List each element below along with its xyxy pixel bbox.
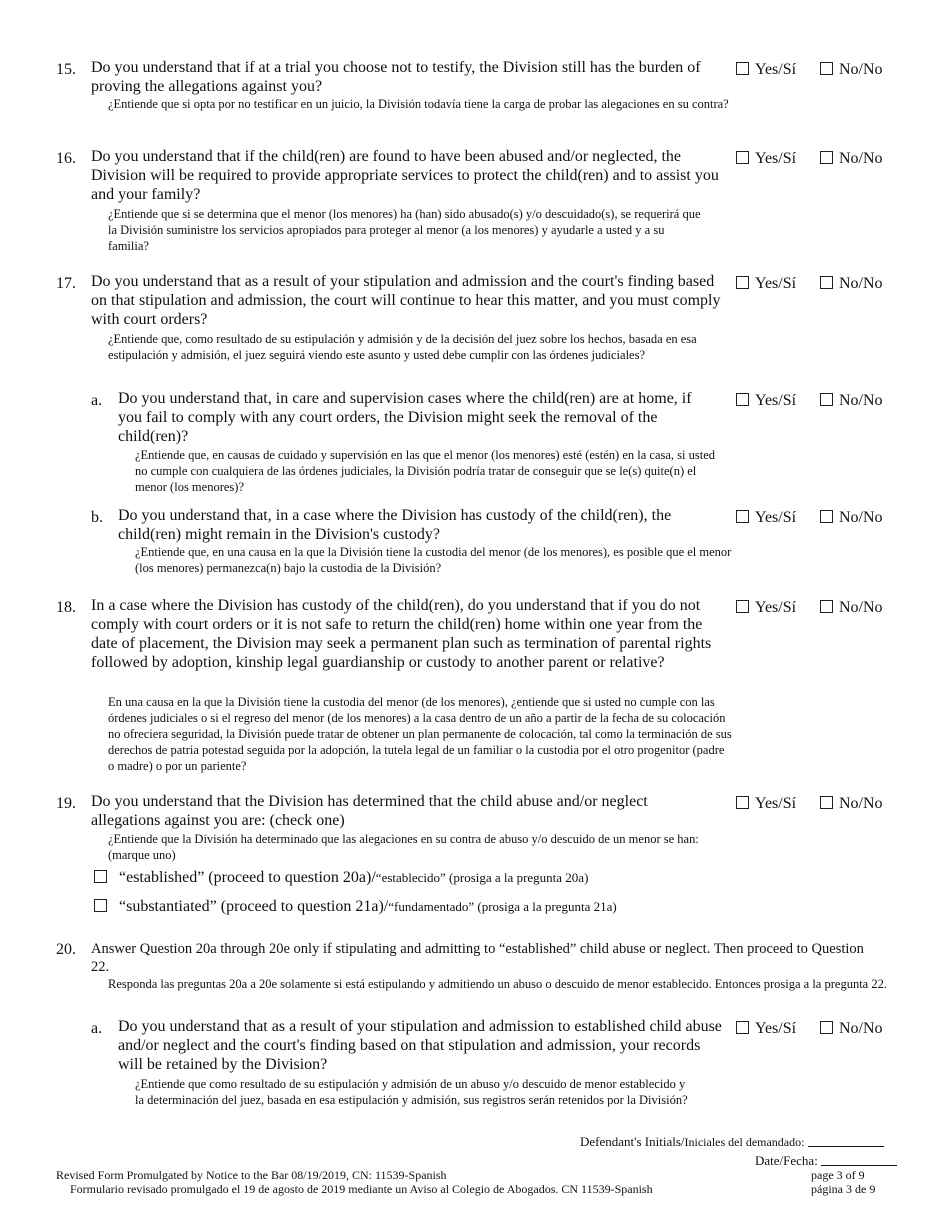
- question-19-spanish: ¿Entiende que la División ha determinado que las alegaciones en su contra de abuso y/o descuido de un menor se han: (marque uno): [108, 832, 699, 862]
- question-17a-yes[interactable]: Yes/Sí: [736, 392, 796, 409]
- question-17b-spanish: ¿Entiende que, en una causa en la que la División tiene la custodia del menor (de los menores), es posible que el menor (los menores) permanezca(n) bajo la custodia de la División?: [135, 545, 732, 575]
- question-17-text: Do you understand that as a result of your stipulation and admission and the court's finding based on that stipulation and admission, the court will continue to hear this matter, and you must comply with court orders?: [91, 273, 721, 328]
- question-17b-answer: [736, 508, 883, 527]
- question-20a-letter: a.: [91, 1020, 103, 1037]
- footer-line-1: Revised Form Promulgated by Notice to the Bar 08/19/2019, CN: 11539-Spanish: [56, 1168, 447, 1182]
- question-19-answer: [736, 794, 883, 813]
- question-20a-spanish: ¿Entiende que como resultado de su estipulación y admisión de un abuso y/o descuido de menor establecido y la determinación del juez, basada en esa estipulación y admisión, sus registros serán retenidos por la División?: [135, 1077, 688, 1107]
- question-18-number: 18.: [56, 599, 76, 616]
- checkbox-icon[interactable]: [820, 600, 833, 613]
- initials-line[interactable]: [808, 1135, 884, 1147]
- date-line[interactable]: [821, 1154, 897, 1166]
- question-19-yes[interactable]: Yes/Sí: [736, 795, 796, 812]
- question-16-number: 16.: [56, 150, 76, 167]
- question-16-yes[interactable]: Yes/Sí: [736, 150, 796, 167]
- checkbox-icon[interactable]: [736, 151, 749, 164]
- question-15-no[interactable]: No/No: [820, 60, 883, 79]
- question-20-number: 20.: [56, 941, 76, 958]
- question-20a-yes[interactable]: Yes/Sí: [736, 1020, 796, 1037]
- question-17-no[interactable]: No/No: [820, 274, 883, 293]
- question-15-number: 15.: [56, 61, 76, 78]
- question-20-text: Answer Question 20a through 20e only if stipulating and admitting to “established” child abuse or neglect. Then proceed to Question 22.: [91, 941, 864, 975]
- option-established[interactable]: “established” (proceed to question 20a)/“establecido” (prosiga a la pregunta 20a): [94, 868, 588, 887]
- question-15-text: Do you understand that if at a trial you choose not to testify, the Division still has the burden of proving the allegations against you?: [91, 59, 701, 95]
- question-20a-text: Do you understand that as a result of your stipulation and admission to established child abuse and/or neglect and the court's finding based on that stipulation and admission, your records will be retained by the Division?: [118, 1018, 722, 1073]
- question-19-text: Do you understand that the Division has determined that the child abuse and/or neglect allegations against you are: (check one): [91, 793, 648, 829]
- question-17a-letter: a.: [91, 392, 103, 409]
- question-17a-text: Do you understand that, in care and supervision cases where the child(ren) are at home, if you fail to comply with any court orders, the Division might seek the removal of the child(ren)?: [118, 390, 692, 445]
- question-18-text: In a case where the Division has custody of the child(ren), do you understand that if you do not comply with court orders or it is not safe to return the child(ren) home within one year from the date of placement, the Division may seek a permanent plan such as termination of parental rights followed by adoption, kinship legal guardianship or custody to another parent or relative?: [91, 597, 712, 671]
- question-16-no[interactable]: No/No: [820, 149, 883, 168]
- question-18-no[interactable]: No/No: [820, 598, 883, 617]
- question-15-answer: [736, 60, 883, 79]
- checkbox-icon[interactable]: [736, 276, 749, 289]
- page-number-es: página 3 de 9: [811, 1182, 876, 1196]
- checkbox-icon[interactable]: [94, 899, 107, 912]
- checkbox-icon[interactable]: [736, 796, 749, 809]
- footer-line-2: Formulario revisado promulgado el 19 de agosto de 2019 mediante un Aviso al Colegio de Abogados. CN 11539-Spanish: [70, 1182, 653, 1196]
- question-17b-text: Do you understand that, in a case where the Division has custody of the child(ren), the child(ren) might remain in the Division's custody?: [118, 507, 672, 543]
- checkbox-icon[interactable]: [820, 276, 833, 289]
- question-17b-no[interactable]: No/No: [820, 508, 883, 527]
- question-16-spanish: ¿Entiende que si se determina que el menor (los menores) ha (han) sido abusado(s) y/o descuidado(s), se requerirá que la División suministre los servicios apropiados para proteger al menor (a los menores) y ayudarle a usted y a su familia?: [108, 207, 701, 253]
- question-17-number: 17.: [56, 275, 76, 292]
- question-17-yes[interactable]: Yes/Sí: [736, 275, 796, 292]
- question-20-spanish: Responda las preguntas 20a a 20e solamente si está estipulando y admitiendo un abuso o descuido de menor establecido. Entonces prosiga a la pregunta 22.: [108, 977, 887, 991]
- question-18-yes[interactable]: Yes/Sí: [736, 599, 796, 616]
- page-number-en: page 3 of 9: [811, 1168, 865, 1182]
- question-16-answer: [736, 149, 883, 168]
- checkbox-icon[interactable]: [736, 600, 749, 613]
- question-17a-no[interactable]: No/No: [820, 391, 883, 410]
- defendant-initials: Defendant's Initials/Iniciales del demandado:: [580, 1134, 884, 1150]
- checkbox-icon[interactable]: [736, 62, 749, 75]
- checkbox-icon[interactable]: [820, 510, 833, 523]
- checkbox-icon[interactable]: [736, 393, 749, 406]
- checkbox-icon[interactable]: [820, 796, 833, 809]
- checkbox-icon[interactable]: [820, 1021, 833, 1034]
- question-18-answer: [736, 598, 883, 617]
- question-18-spanish: En una causa en la que la División tiene la custodia del menor (de los menores), ¿entiende que si usted no cumple con las órdenes judiciales o si el regreso del menor (de los menores) a la casa dentro de un año a partir de la fecha de su colocación no ofreciera seguridad, la División puede tratar de obtener un plan permanente de colocación, tal como la terminación de sus derechos de patria potestad seguida por la adopción, la tutela legal de un familiar o la custodia por el otro progenitor (padre o madre) o por un pariente?: [108, 695, 732, 773]
- question-19-number: 19.: [56, 795, 76, 812]
- question-19-no[interactable]: No/No: [820, 794, 883, 813]
- question-20a-answer: [736, 1019, 883, 1038]
- checkbox-icon[interactable]: [820, 62, 833, 75]
- checkbox-icon[interactable]: [94, 870, 107, 883]
- question-17-answer: [736, 274, 883, 293]
- question-17a-spanish: ¿Entiende que, en causas de cuidado y supervisión en las que el menor (los menores) esté (estén) en la casa, si usted no cumple con cualquiera de las órdenes judiciales, la División podría tratar de conseguir que se le(s) quite(n) el menor (los menores)?: [135, 448, 716, 494]
- date-field: Date/Fecha:: [755, 1153, 897, 1168]
- question-15-spanish: ¿Entiende que si opta por no testificar en un juicio, la División todavía tiene la carga de probar las alegaciones en su contra?: [108, 97, 729, 111]
- checkbox-icon[interactable]: [736, 1021, 749, 1034]
- checkbox-icon[interactable]: [820, 393, 833, 406]
- checkbox-icon[interactable]: [736, 510, 749, 523]
- checkbox-icon[interactable]: [820, 151, 833, 164]
- option-substantiated[interactable]: “substantiated” (proceed to question 21a)/“fundamentado” (prosiga a la pregunta 21a): [94, 897, 617, 916]
- question-17a-answer: [736, 391, 883, 410]
- question-17b-letter: b.: [91, 509, 103, 526]
- question-17-spanish: ¿Entiende que, como resultado de su estipulación y admisión y de la decisión del juez sobre los hechos, basada en esa estipulación y admisión, el juez seguirá viendo este asunto y usted debe cumplir con las órdenes judiciales?: [108, 332, 697, 362]
- question-16-text: Do you understand that if the child(ren) are found to have been abused and/or neglected, the Division will be required to provide appropriate services to protect the child(ren) and to assist you and your family?: [91, 148, 719, 203]
- question-15-yes[interactable]: Yes/Sí: [736, 61, 796, 78]
- question-20a-no[interactable]: No/No: [820, 1019, 883, 1038]
- question-17b-yes[interactable]: Yes/Sí: [736, 509, 796, 526]
